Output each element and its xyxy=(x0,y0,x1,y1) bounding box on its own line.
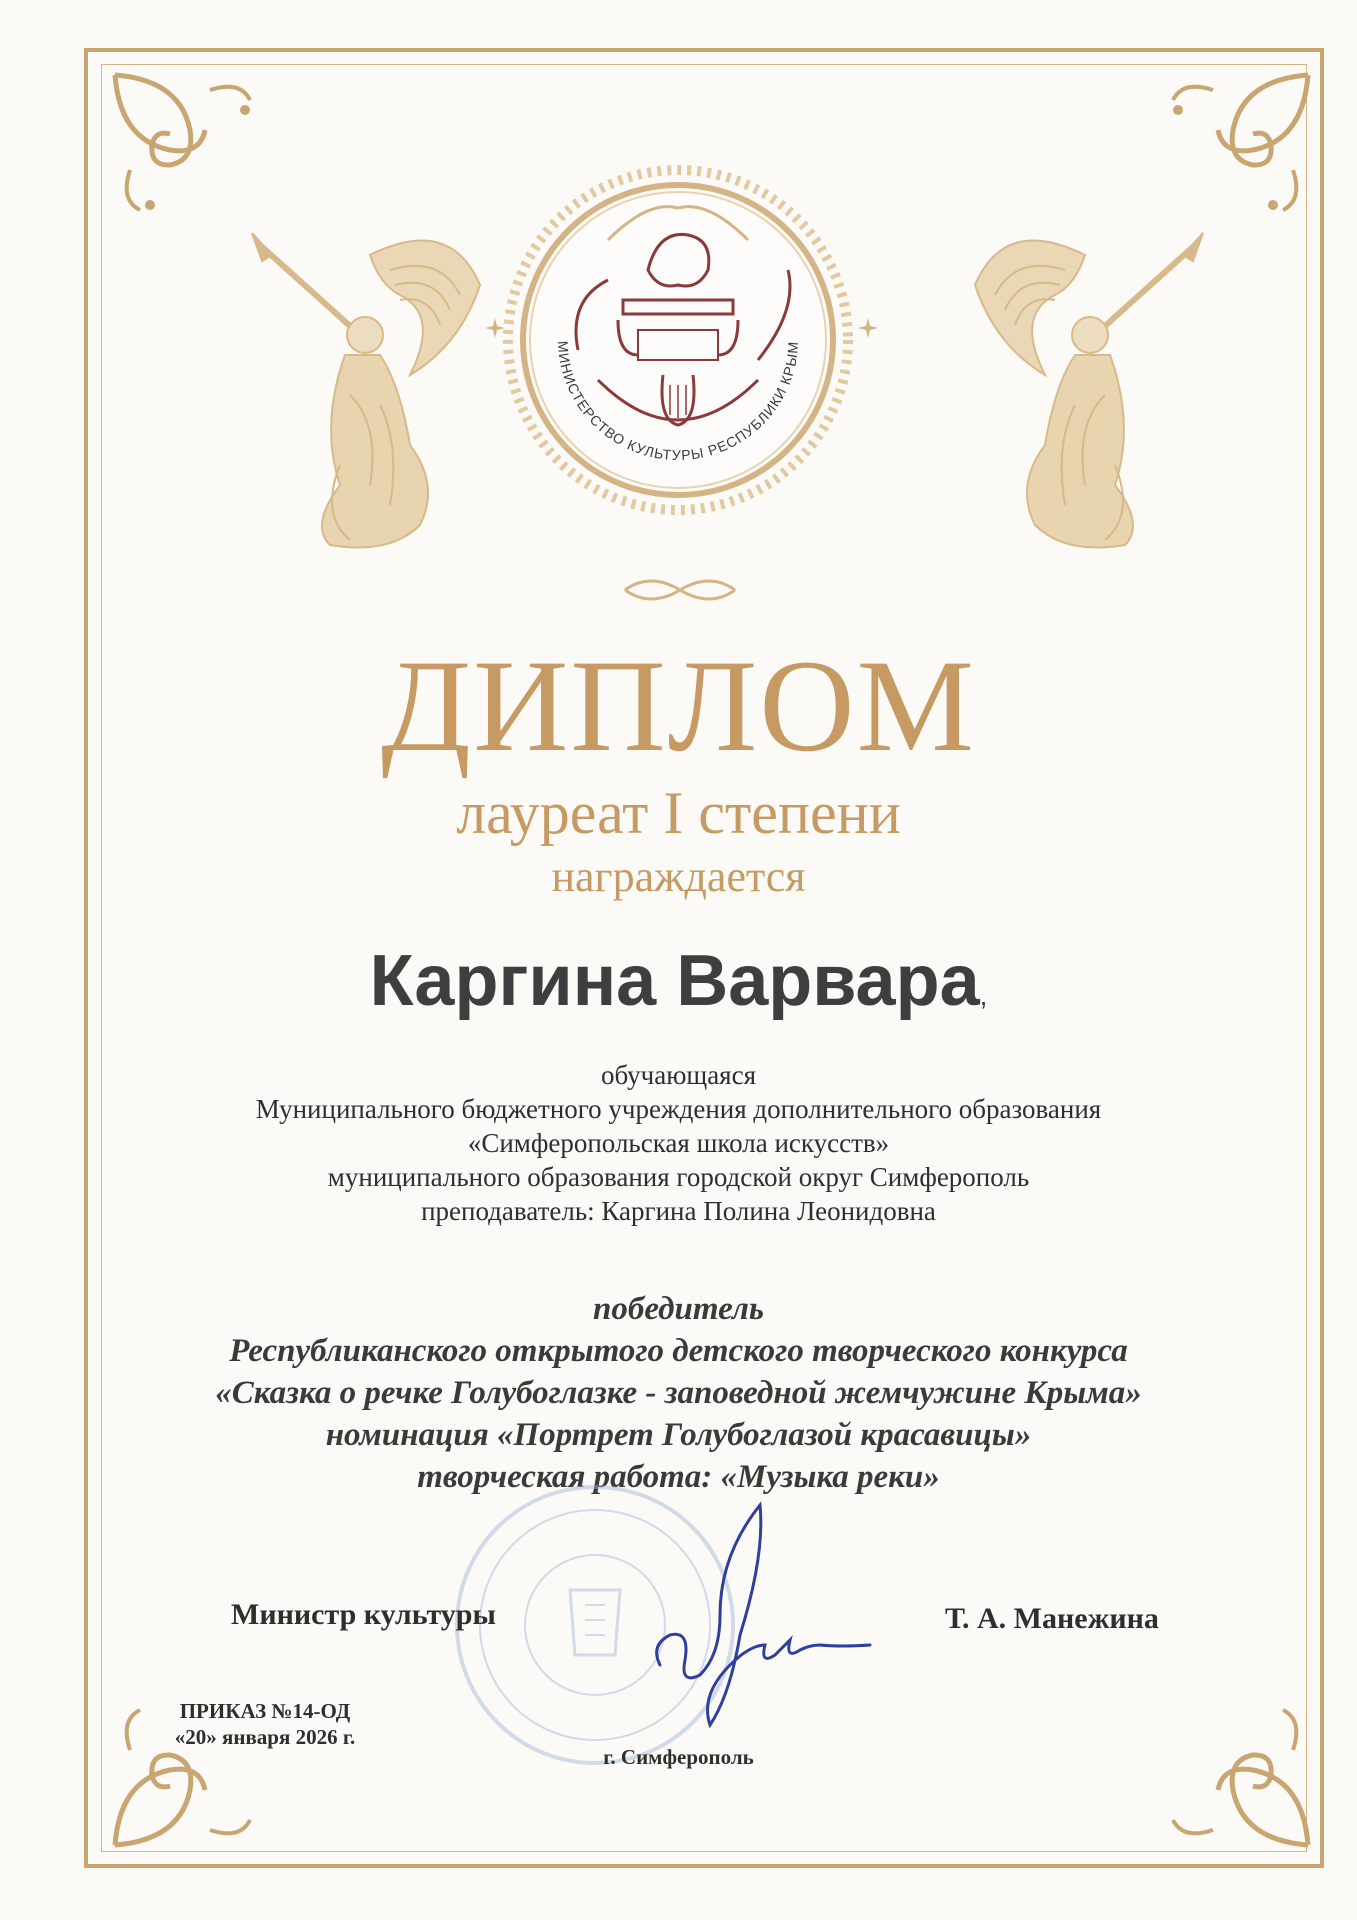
contest-line-2: Республиканского открытого детского творческого конкурса xyxy=(229,1333,1128,1369)
diploma-subtitle: лауреат I степени xyxy=(456,780,901,846)
order-number: ПРИКАЗ №14-ОД xyxy=(179,1699,351,1723)
nomination-line: номинация «Портрет Голубоглазой красавицы» xyxy=(325,1417,1032,1453)
contest-line-1: победитель xyxy=(593,1291,764,1327)
awarded-text: награждается xyxy=(551,852,806,901)
order-date: «20» января 2026 г. xyxy=(174,1725,356,1749)
institution-line-3: «Симферопольская школа искусств» xyxy=(467,1128,890,1158)
city-label: г. Симферополь xyxy=(603,1745,754,1769)
angel-right-illustration xyxy=(965,225,1205,560)
minister-title: Министр культуры xyxy=(231,1598,496,1631)
institution-line-4: муниципального образования городской округ Симферополь xyxy=(327,1162,1030,1192)
emblem-ring-text: МИНИСТЕРСТВО КУЛЬТУРЫ РЕСПУБЛИКИ КРЫМ xyxy=(554,340,802,464)
contest-line-3: «Сказка о речке Голубоглазке - заповедной жемчужине Крыма» xyxy=(215,1375,1142,1411)
angel-left-illustration xyxy=(250,225,490,560)
flourish-right-star xyxy=(858,318,878,343)
teacher-line: преподаватель: Каргина Полина Леонидовна xyxy=(421,1196,936,1226)
corner-ornament-top-left xyxy=(110,70,260,220)
divider-flourish xyxy=(620,572,740,613)
contest-block xyxy=(0,1288,1357,1498)
order-block xyxy=(150,1698,380,1750)
work-title-line: творческая работа: «Музыка реки» xyxy=(417,1459,940,1495)
flourish-left-star xyxy=(485,318,505,343)
corner-ornament-bottom-right xyxy=(1163,1700,1313,1850)
institution-line-2: Муниципального бюджетного учреждения дополнительного образования xyxy=(255,1094,1102,1124)
diploma-title: ДИПЛОМ xyxy=(381,632,976,779)
recipient-name-line xyxy=(0,941,1357,1021)
corner-ornament-top-right xyxy=(1163,70,1313,220)
institution-line-1: обучающаяся xyxy=(600,1060,757,1090)
ministry-emblem xyxy=(498,160,858,525)
recipient-name: Каргина Варвара xyxy=(369,941,980,1021)
signer-name: Т. А. Манежина xyxy=(945,1602,1159,1635)
institution-block xyxy=(0,1058,1357,1228)
recipient-comma: , xyxy=(979,980,988,1011)
handwritten-signature xyxy=(590,1495,890,1740)
